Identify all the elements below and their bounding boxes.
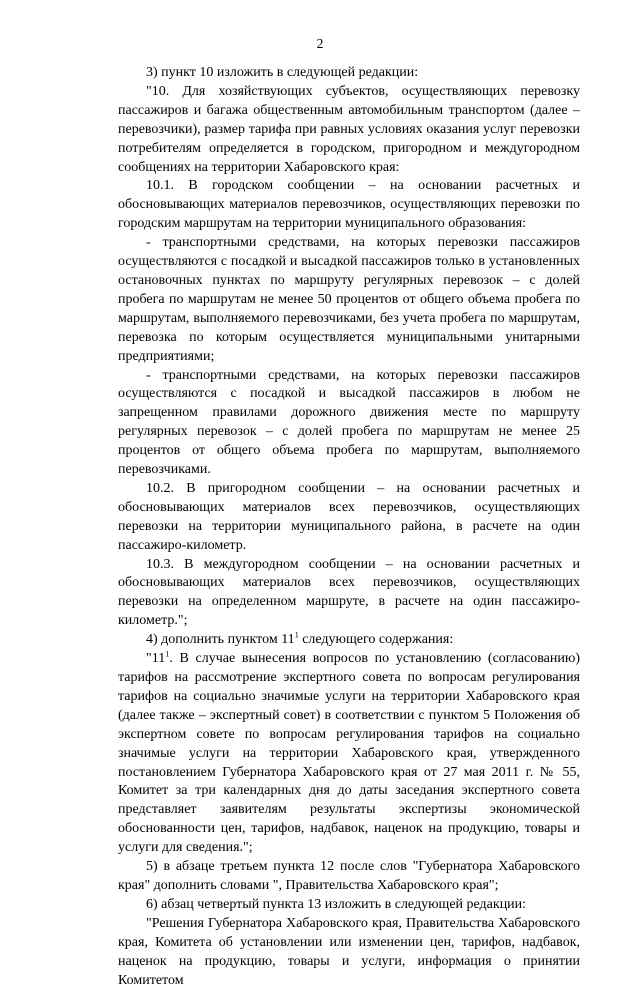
document-body <box>118 64 580 990</box>
paragraph-list-item-1: - транспортными средствами, на которых перевозки пассажиров осуществляются с посадкой и высадкой пассажиров только в установленных остановочных пунктах по маршруту регулярных перевозок – с долей пробега по маршрутам не менее 50 процентов от общего объема пробега по маршрутам, выполняемого перевозчиками, без учета пробега по маршрутам, перевозка по которым осуществляется муниципальными унитарными предприятиями; <box>118 235 580 364</box>
paragraph-list-item-2: - транспортными средствами, на которых перевозки пассажиров осуществляются с посадкой и высадкой пассажиров в любом не запрещенном правилами дорожного движения месте по маршруту регулярных перевозок – с долей пробега по маршрутам не менее 25 процентов от общего объема пробега по маршрутам, выполняемого перевозчиками. <box>118 367 580 478</box>
paragraph-point-11-1 <box>118 650 580 858</box>
paragraph-point-10: "10. Для хозяйствующих субъектов, осуществляющих перевозку пассажиров и багажа общественным автомобильным транспортом (далее – перевозчики), размер тарифа при равных условиях оказания услуг перевозки потребителям определяется в городском, пригородном и междугородном сообщениях на территории Хабаровского края: <box>118 83 580 175</box>
paragraph-point-11-1-before: "11 <box>146 651 166 667</box>
paragraph-item-4-before: 4) дополнить пунктом 11 <box>146 632 295 648</box>
paragraph-item-4-after: следующего содержания: <box>298 632 454 648</box>
superscript: 1 <box>165 649 170 659</box>
paragraph-item-6: 6) абзац четвертый пункта 13 изложить в следующей редакции: <box>146 896 527 912</box>
paragraph-point-11-1-after: . В случае вынесения вопросов по установлению (согласованию) тарифов на рассмотрение экспертного совета по вопросам регулирования тарифов на социально значимые услуги на территории Хабаровского края (далее также – экспертный совет) в соответствии с пунктом 5 Положения об экспертном совете по вопросам регулирования тарифов на социально значимые услуги на территории Хабаровского края, утвержденного постановлением Губернатора Хабаровского края от 27 мая 2011 г. № 55, Комитет за три календарных дня до даты заседания экспертного совета представляет заявителям результаты экспертизы экономической обоснованности цен, тарифов, надбавок, наценок на продукцию, товары и услуги для сведения."; <box>118 651 580 856</box>
paragraph-item-3: 3) пункт 10 изложить в следующей редакции: <box>146 65 419 80</box>
paragraph-10-3: 10.3. В междугородном сообщении – на основании расчетных и обосновывающих материалов всех перевозчиков, осуществляющих перевозки на определенном маршруте, в расчете на один пассажиро-километр."; <box>118 556 580 629</box>
paragraph-item-5: 5) в абзаце третьем пункта 12 после слов "Губернатора Хабаровского края" дополнить словами ", Правительства Хабаровского края"; <box>118 859 580 893</box>
paragraph-10-2: 10.2. В пригородном сообщении – на основании расчетных и обосновывающих материалов всех перевозчиков, осуществляющих перевозки на территории муниципального района, в расчете на один пассажиро-километр. <box>118 480 580 553</box>
page-number: 2 <box>316 36 324 51</box>
paragraph-item-4 <box>118 631 580 650</box>
superscript: 1 <box>294 630 299 640</box>
paragraph-quote-decisions: "Решения Губернатора Хабаровского края, Правительства Хабаровского края, Комитета об установлении или изменении цен, тарифов, надбавок, наценок на продукцию, товары и услуги, информация о принятии Комитетом <box>118 915 580 988</box>
paragraph-10-1: 10.1. В городском сообщении – на основании расчетных и обосновывающих материалов перевозчиков, осуществляющих перевозки по городским маршрутам на территории муниципального образования: <box>118 178 580 232</box>
